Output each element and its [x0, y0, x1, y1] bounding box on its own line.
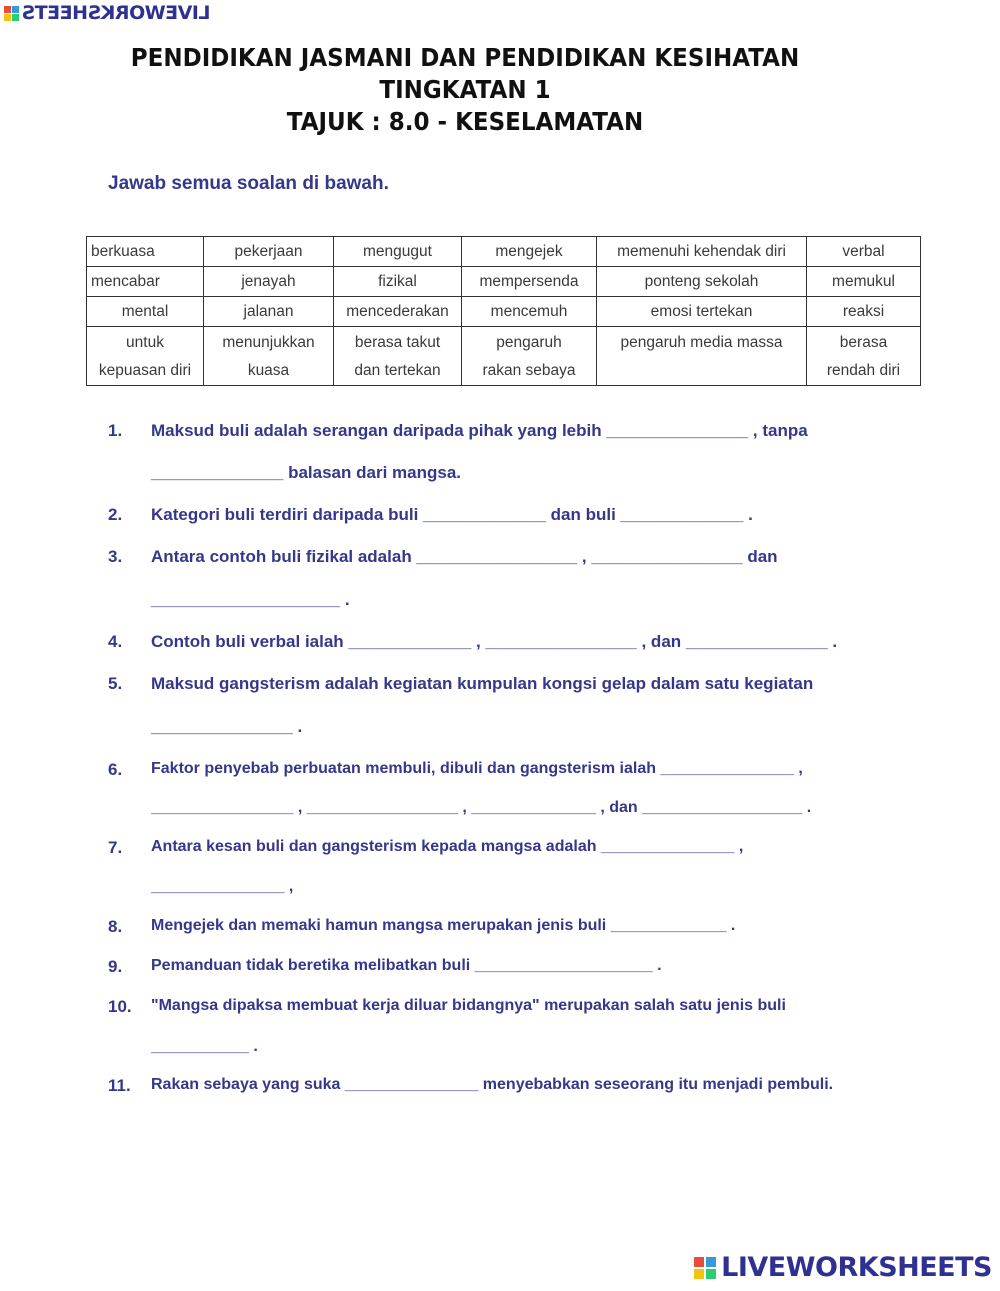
question-text: Maksud buli adalah serangan daripada pihak yang lebih _______________ , tanpa [151, 421, 808, 440]
question-text-cont: ____________________ . [151, 590, 350, 609]
question-number: 6. [108, 760, 123, 779]
table-cell: jenayah [204, 267, 334, 297]
table-row [87, 327, 921, 386]
logo-tiles-icon [694, 1257, 716, 1279]
table-cell: memukul [807, 267, 921, 297]
question-text: Kategori buli terdiri daripada buli _____________ dan buli _____________ . [151, 505, 753, 524]
word-bank-table [86, 236, 921, 386]
page-title-subject: PENDIDIKAN JASMANI DAN PENDIDIKAN KESIHATAN [130, 43, 800, 72]
cell-line: berasa takut [354, 334, 441, 351]
table-cell: berkuasa [87, 237, 204, 267]
page-title-topic: TAJUK : 8.0 - KESELAMATAN [286, 107, 644, 136]
table-cell: verbal [807, 237, 921, 267]
cell-line: rendah diri [826, 362, 901, 379]
question-number: 8. [108, 917, 123, 936]
question-text-cont: ___________ . [151, 1038, 258, 1055]
cell-line: pengaruh media massa [620, 334, 783, 351]
table-row [87, 297, 921, 327]
table-cell [807, 327, 921, 386]
question-text: Rakan sebaya yang suka _______________ menyebabkan seseorang itu menjadi pembuli. [151, 1076, 834, 1093]
table-cell: mencabar [87, 267, 204, 297]
question-number: 7. [108, 838, 123, 857]
cell-line: rakan sebaya [482, 362, 576, 379]
table-cell: fizikal [334, 267, 462, 297]
table-cell: mencederakan [334, 297, 462, 327]
table-cell: jalanan [204, 297, 334, 327]
table-cell: mencemuh [462, 297, 597, 327]
table-cell [597, 327, 807, 386]
table-cell [334, 327, 462, 386]
table-cell: mental [87, 297, 204, 327]
cell-line: pengaruh [496, 334, 562, 351]
cell-line: menunjukkan [222, 334, 315, 351]
question-number: 9. [108, 957, 123, 976]
question-text-cont: _______________ , [151, 878, 294, 895]
question-text-cont: ______________ balasan dari mangsa. [151, 463, 461, 482]
table-cell: ponteng sekolah [597, 267, 807, 297]
table-cell: mengugut [334, 237, 462, 267]
question-text: Pemanduan tidak beretika melibatkan buli ____________________ . [151, 957, 662, 974]
table-cell: emosi tertekan [597, 297, 807, 327]
logo-wordmark: LIVEWORKSHEETS [721, 1252, 992, 1283]
question-text: Antara contoh buli fizikal adalah _________________ , ________________ dan [151, 547, 778, 566]
question-number: 2. [108, 505, 123, 524]
instruction-text: Jawab semua soalan di bawah. [108, 173, 389, 194]
table-cell [462, 327, 597, 386]
question-text-cont: _______________ . [151, 717, 303, 736]
question-number: 1. [108, 421, 123, 440]
cell-line: untuk [126, 334, 164, 351]
table-cell: pekerjaan [204, 237, 334, 267]
page-title-form: TINGKATAN 1 [379, 75, 551, 104]
table-cell: memenuhi kehendak diri [597, 237, 807, 267]
liveworksheets-logo-bottom [694, 1252, 992, 1283]
question-text: Contoh buli verbal ialah _____________ , ________________ , dan _______________ . [151, 632, 838, 651]
cell-line: berasa [839, 334, 888, 351]
logo-wordmark: LIVEWORKSHEETS [22, 2, 211, 24]
cell-line: dan tertekan [354, 362, 441, 379]
question-text-cont: ________________ , _________________ , ______________ , dan __________________ . [151, 799, 812, 816]
table-row [87, 237, 921, 267]
table-cell [204, 327, 334, 386]
question-number: 5. [108, 674, 123, 693]
table-row [87, 267, 921, 297]
question-text: "Mangsa dipaksa membuat kerja diluar bidangnya" merupakan salah satu jenis buli [151, 997, 786, 1014]
cell-line: kepuasan diri [98, 362, 192, 379]
question-number: 3. [108, 547, 123, 566]
table-cell: mempersenda [462, 267, 597, 297]
liveworksheets-logo-top [4, 2, 211, 24]
table-cell: reaksi [807, 297, 921, 327]
question-number: 10. [108, 997, 132, 1016]
question-text: Antara kesan buli dan gangsterism kepada mangsa adalah _______________ , [151, 838, 744, 855]
logo-tiles-icon [4, 6, 19, 21]
table-cell [87, 327, 204, 386]
table-cell: mengejek [462, 237, 597, 267]
cell-line: kuasa [247, 362, 290, 379]
question-number: 11. [108, 1076, 131, 1095]
question-text: Maksud gangsterism adalah kegiatan kumpulan kongsi gelap dalam satu kegiatan [151, 674, 814, 693]
question-text: Mengejek dan memaki hamun mangsa merupakan jenis buli _____________ . [151, 917, 736, 934]
question-number: 4. [108, 632, 123, 651]
question-text: Faktor penyebab perbuatan membuli, dibuli dan gangsterism ialah _______________ , [151, 760, 803, 777]
